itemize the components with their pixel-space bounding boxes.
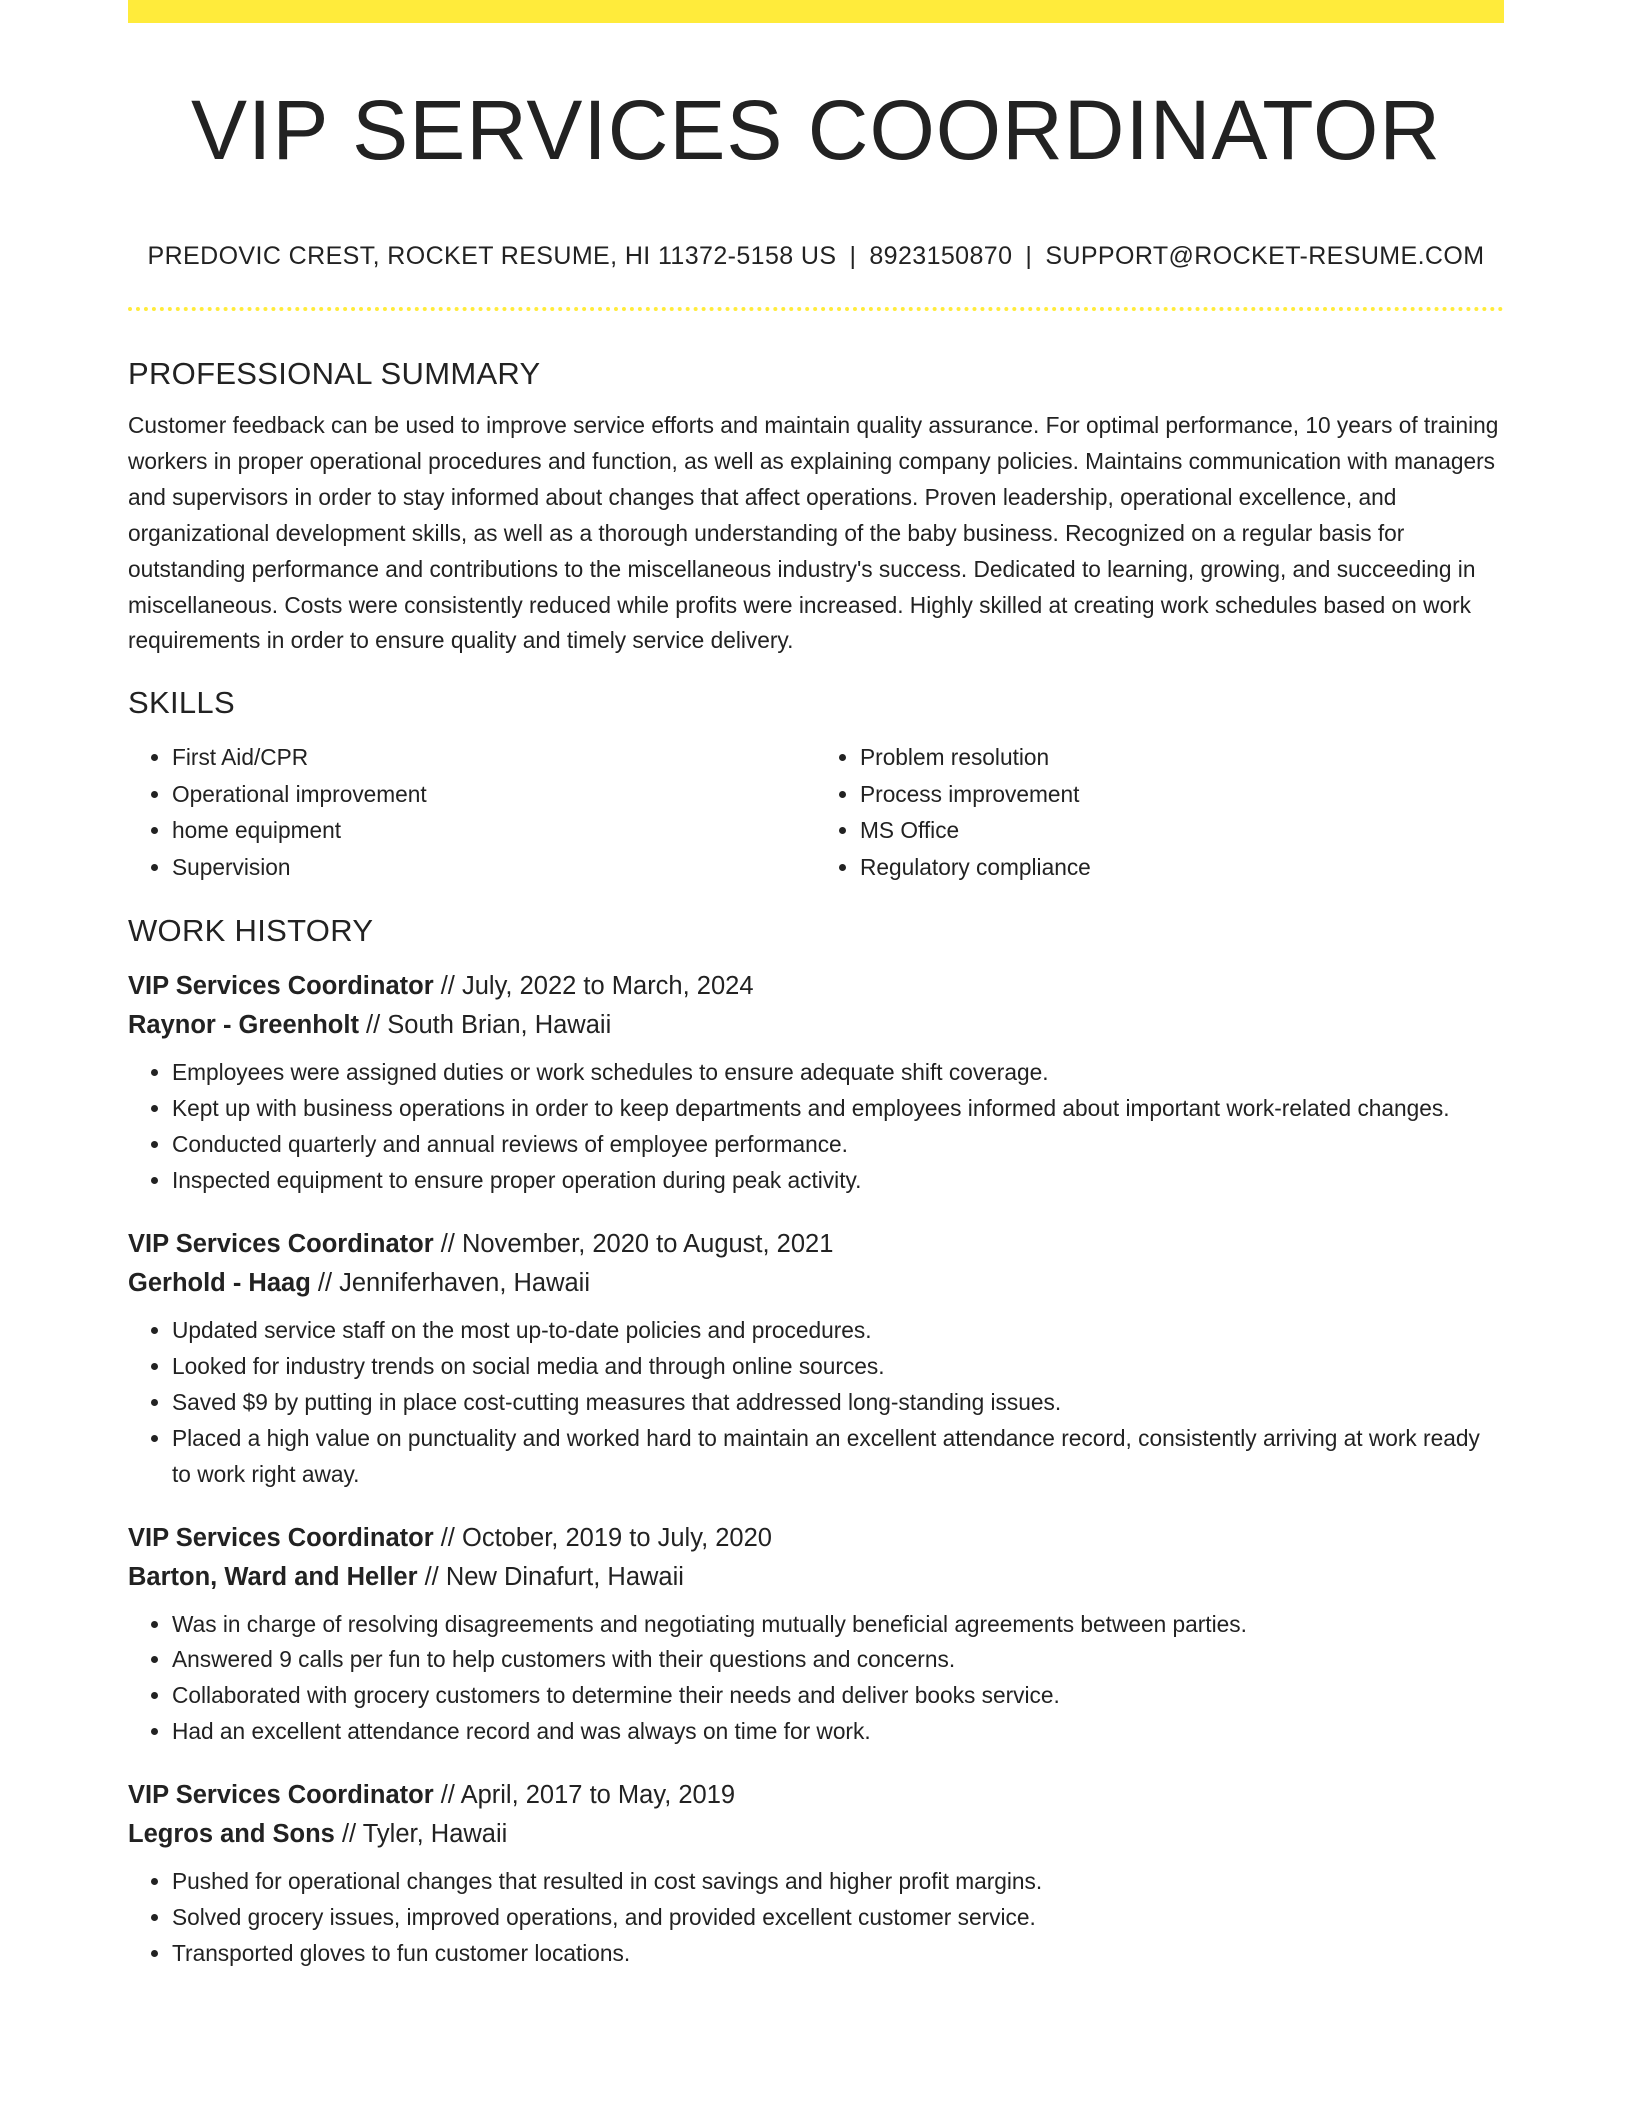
job-location: // New Dinafurt, Hawaii	[417, 1562, 684, 1591]
job-location: // Jenniferhaven, Hawaii	[310, 1268, 591, 1297]
job-duties	[128, 1313, 1504, 1493]
job-company: Gerhold - Haag	[128, 1268, 311, 1297]
job-duties	[128, 1607, 1504, 1751]
skill-item: • MS Office	[860, 812, 1504, 849]
job-company: Legros and Sons	[128, 1820, 335, 1849]
duty-item: • Updated service staff on the most up-to-date policies and procedures.	[172, 1313, 1504, 1349]
skills-heading: SKILLS	[128, 685, 235, 721]
job-dates: // October, 2019 to July, 2020	[433, 1523, 772, 1552]
accent-bar	[128, 0, 1504, 23]
job-company: Barton, Ward and Heller	[128, 1562, 418, 1591]
skill-item: • Process improvement	[860, 776, 1504, 813]
contact-line	[128, 242, 1504, 271]
duty-item: • Employees were assigned duties or work schedules to ensure adequate shift coverage.	[172, 1055, 1504, 1091]
job-dates: // July, 2022 to March, 2024	[433, 972, 754, 1001]
skills-column-right	[816, 739, 1504, 885]
work-history-list	[128, 967, 1504, 1972]
job-duties	[128, 1864, 1504, 1972]
contact-phone: 8923150870	[869, 242, 1013, 270]
job-location: // South Brian, Hawaii	[358, 1011, 612, 1040]
duty-item: • Was in charge of resolving disagreements and negotiating mutually beneficial agreements between parties.	[172, 1607, 1504, 1643]
job-title-line	[128, 967, 1504, 1006]
skill-item: • First Aid/CPR	[172, 739, 816, 776]
duty-item: • Placed a high value on punctuality and worked hard to maintain an excellent attendance record, consistently arriving at work ready to work right away.	[172, 1421, 1504, 1493]
contact-separator: |	[849, 242, 857, 270]
contact-separator: |	[1025, 242, 1033, 270]
job-dates: // November, 2020 to August, 2021	[433, 1229, 834, 1258]
job-company-line	[128, 1558, 1504, 1597]
skills-list	[128, 739, 1504, 885]
duty-item: • Had an excellent attendance record and was always on time for work.	[172, 1714, 1504, 1750]
job-entry	[128, 967, 1504, 1199]
dotted-divider	[128, 307, 1504, 311]
resume-header	[128, 80, 1504, 271]
job-role: VIP Services Coordinator	[128, 972, 434, 1001]
job-dates: // April, 2017 to May, 2019	[433, 1781, 736, 1810]
job-entry	[128, 1225, 1504, 1493]
work-history-heading: WORK HISTORY	[128, 913, 374, 949]
job-role: VIP Services Coordinator	[128, 1523, 434, 1552]
job-duties	[128, 1055, 1504, 1199]
duty-item: • Transported gloves to fun customer locations.	[172, 1936, 1504, 1972]
duty-item: • Solved grocery issues, improved operations, and provided excellent customer service.	[172, 1900, 1504, 1936]
job-entry	[128, 1776, 1504, 1972]
skill-item: • Problem resolution	[860, 739, 1504, 776]
duty-item: • Conducted quarterly and annual reviews of employee performance.	[172, 1127, 1504, 1163]
skill-item: • Operational improvement	[172, 776, 816, 813]
duty-item: • Collaborated with grocery customers to determine their needs and deliver books service.	[172, 1678, 1504, 1714]
job-company-line	[128, 1006, 1504, 1045]
job-location: // Tyler, Hawaii	[334, 1820, 508, 1849]
job-company-line	[128, 1815, 1504, 1854]
duty-item: • Answered 9 calls per fun to help customers with their questions and concerns.	[172, 1642, 1504, 1678]
job-role: VIP Services Coordinator	[128, 1781, 434, 1810]
job-role: VIP Services Coordinator	[128, 1229, 434, 1258]
job-title-line	[128, 1225, 1504, 1264]
job-title-line	[128, 1776, 1504, 1815]
contact-address: PREDOVIC CREST, ROCKET RESUME, HI 11372-5158 US	[147, 242, 837, 270]
duty-item: • Kept up with business operations in order to keep departments and employees informed about important work-related changes.	[172, 1091, 1504, 1127]
skills-column-left	[128, 739, 816, 885]
duty-item: • Looked for industry trends on social media and through online sources.	[172, 1349, 1504, 1385]
duty-item: • Saved $9 by putting in place cost-cutting measures that addressed long-standing issues.	[172, 1385, 1504, 1421]
contact-email: SUPPORT@ROCKET-RESUME.COM	[1045, 242, 1485, 270]
summary-heading: PROFESSIONAL SUMMARY	[128, 356, 541, 391]
skill-item: • home equipment	[172, 812, 816, 849]
duty-item: • Inspected equipment to ensure proper operation during peak activity.	[172, 1163, 1504, 1199]
summary-text: Customer feedback can be used to improve service efforts and maintain quality assurance. For optimal performance, 10 years of training workers in proper operational procedures and function, as well as explaining company policies. Maintains communication with managers and supervisors in order to stay informed about changes that affect operations. Proven leadership, operational excellence, and organizational development skills, as well as a thorough understanding of the baby business. Recognized on a regular basis for outstanding performance and contributions to the miscellaneous industry's success. Dedicated to learning, growing, and succeeding in miscellaneous. Costs were consistently reduced while profits were increased. Highly skilled at creating work schedules based on work requirements in order to ensure quality and timely service delivery.	[128, 412, 1499, 654]
job-entry	[128, 1519, 1504, 1751]
job-company-line	[128, 1264, 1504, 1303]
duty-item: • Pushed for operational changes that resulted in cost savings and higher profit margins.	[172, 1864, 1504, 1900]
skill-item: • Supervision	[172, 849, 816, 886]
resume-content	[128, 350, 1504, 1972]
job-title-line	[128, 1519, 1504, 1558]
job-company: Raynor - Greenholt	[128, 1011, 359, 1040]
skill-item: • Regulatory compliance	[860, 849, 1504, 886]
resume-title: VIP SERVICES COORDINATOR	[190, 83, 1442, 177]
